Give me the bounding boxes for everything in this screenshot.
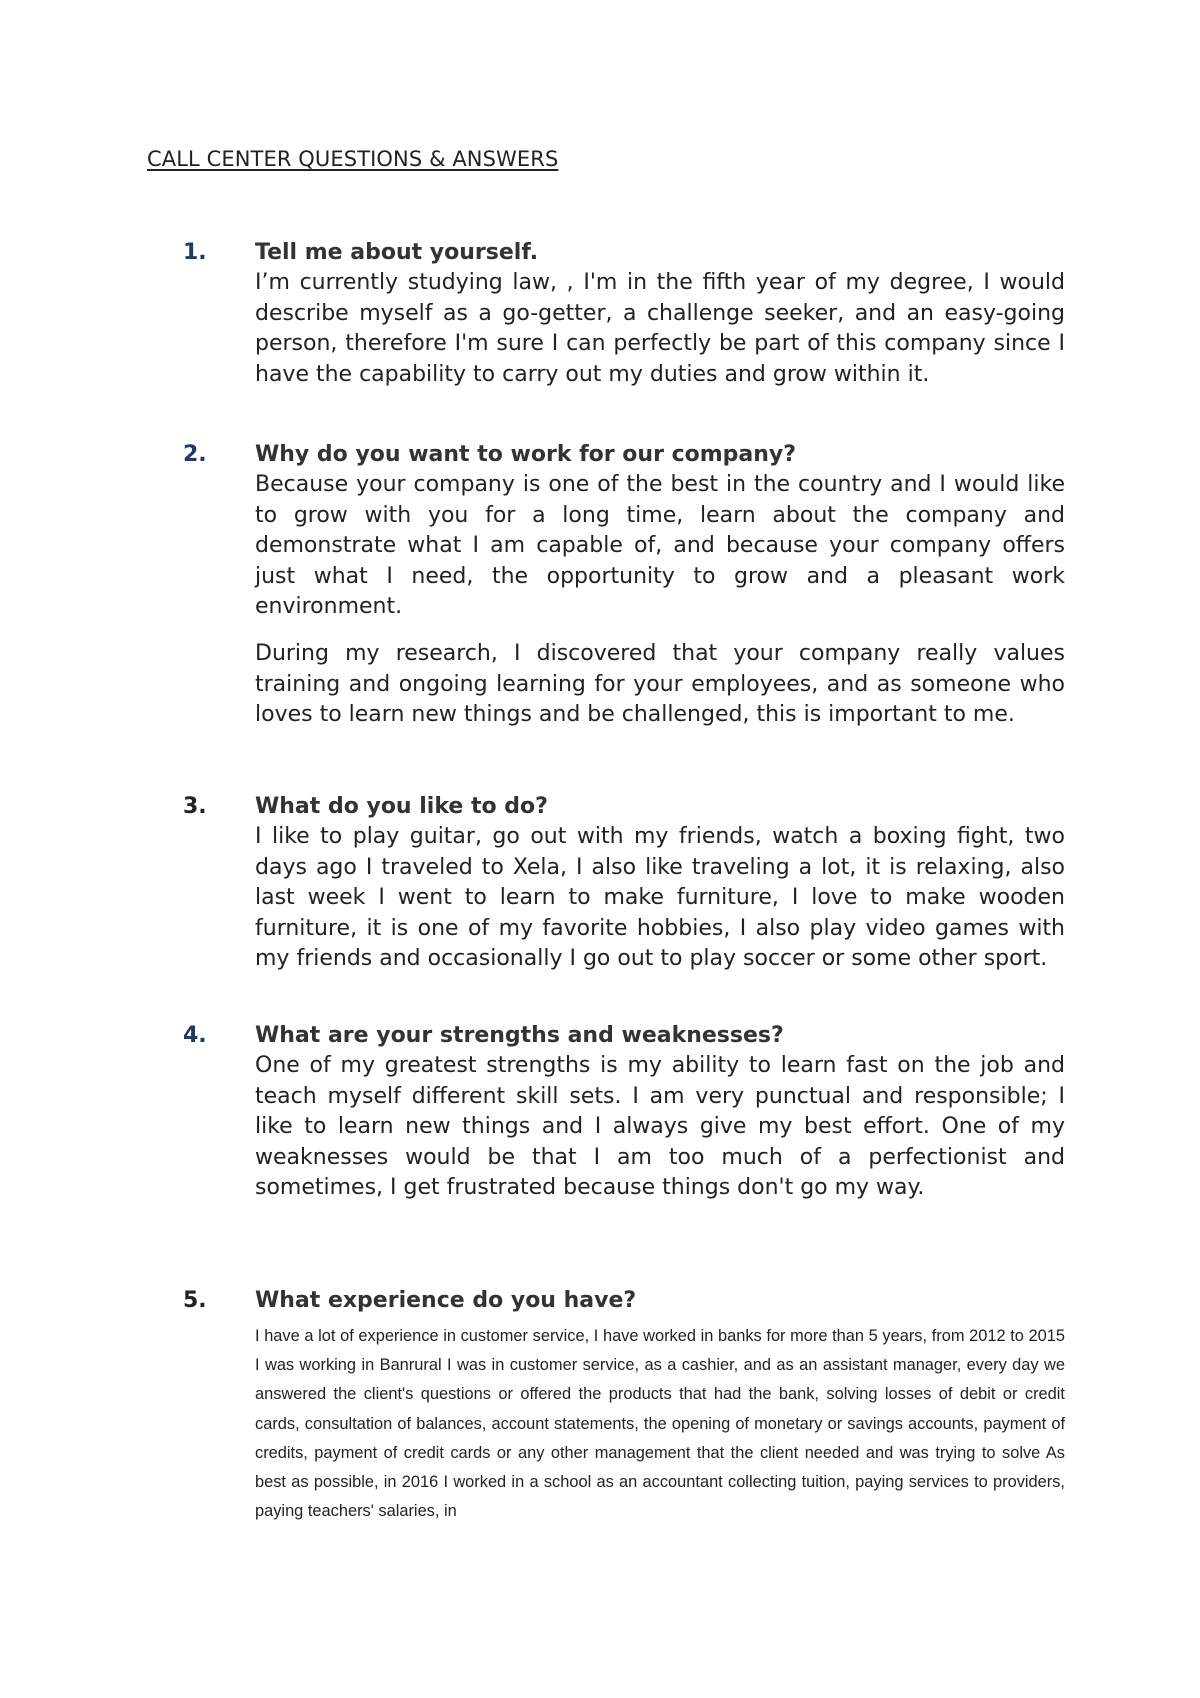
- answer-paragraph: I like to play guitar, go out with my friends, watch a boxing fight, two days ago I traveled to Xela, I also like traveling a lot, it is relaxing, also last week I went to learn to make furniture, I love to make wooden furniture, it is one of my favorite hobbies, I also play video games with my friends and occasionally I go out to play soccer or some other sport.: [255, 824, 1065, 972]
- document-title: CALL CENTER QUESTIONS & ANSWERS: [147, 147, 559, 171]
- question-text: What are your strengths and weaknesses?: [255, 1023, 784, 1048]
- question-text: Tell me about yourself.: [255, 240, 539, 265]
- answer-paragraph: During my research, I discovered that your company really values training and ongoing learning for your employees, and as someone who loves to learn new things and be challenged, this is important to me.: [255, 640, 1065, 728]
- question-number: 3.: [183, 794, 207, 819]
- question-number: 5.: [183, 1288, 207, 1313]
- answer-paragraph: I’m currently studying law, , I'm in the fifth year of my degree, I would describe myself as a go-getter, a challenge seeker, and an easy-going person, therefore I'm sure I can perfectly be part of this company since I have the capability to carry out my duties and grow within it.: [255, 270, 1065, 387]
- question-text: Why do you want to work for our company?: [255, 442, 797, 467]
- question-text: What experience do you have?: [255, 1288, 637, 1313]
- question-number: 2.: [183, 442, 207, 467]
- answer-paragraph: Because your company is one of the best in the country and I would like to grow with you for a long time, learn about the company and demonstrate what I am capable of, and because your company offers just what I need, the opportunity to grow and a pleasant work environment.: [255, 472, 1065, 620]
- answer-paragraph: I have a lot of experience in customer service, I have worked in banks for more than 5 years, from 2012 to 2015 I was working in Banrural I was in customer service, as a cashier, and as an assistant manager, every day we answered the client's questions or offered the products that had the bank, solving losses of debit or credit cards, consultation of balances, account statements, the opening of monetary or savings accounts, payment of credits, payment of credit cards or any other management that the client needed and was trying to solve As best as possible, in 2016 I worked in a school as an accountant collecting tuition, paying services to providers, paying teachers' salaries, in: [255, 1327, 1065, 1521]
- question-number: 4.: [183, 1023, 207, 1048]
- answer-paragraph: One of my greatest strengths is my ability to learn fast on the job and teach myself different skill sets. I am very punctual and responsible; I like to learn new things and I always give my best effort. One of my weaknesses would be that I am too much of a perfectionist and sometimes, I get frustrated because things don't go my way.: [255, 1053, 1065, 1201]
- question-text: What do you like to do?: [255, 794, 548, 819]
- question-number: 1.: [183, 240, 207, 265]
